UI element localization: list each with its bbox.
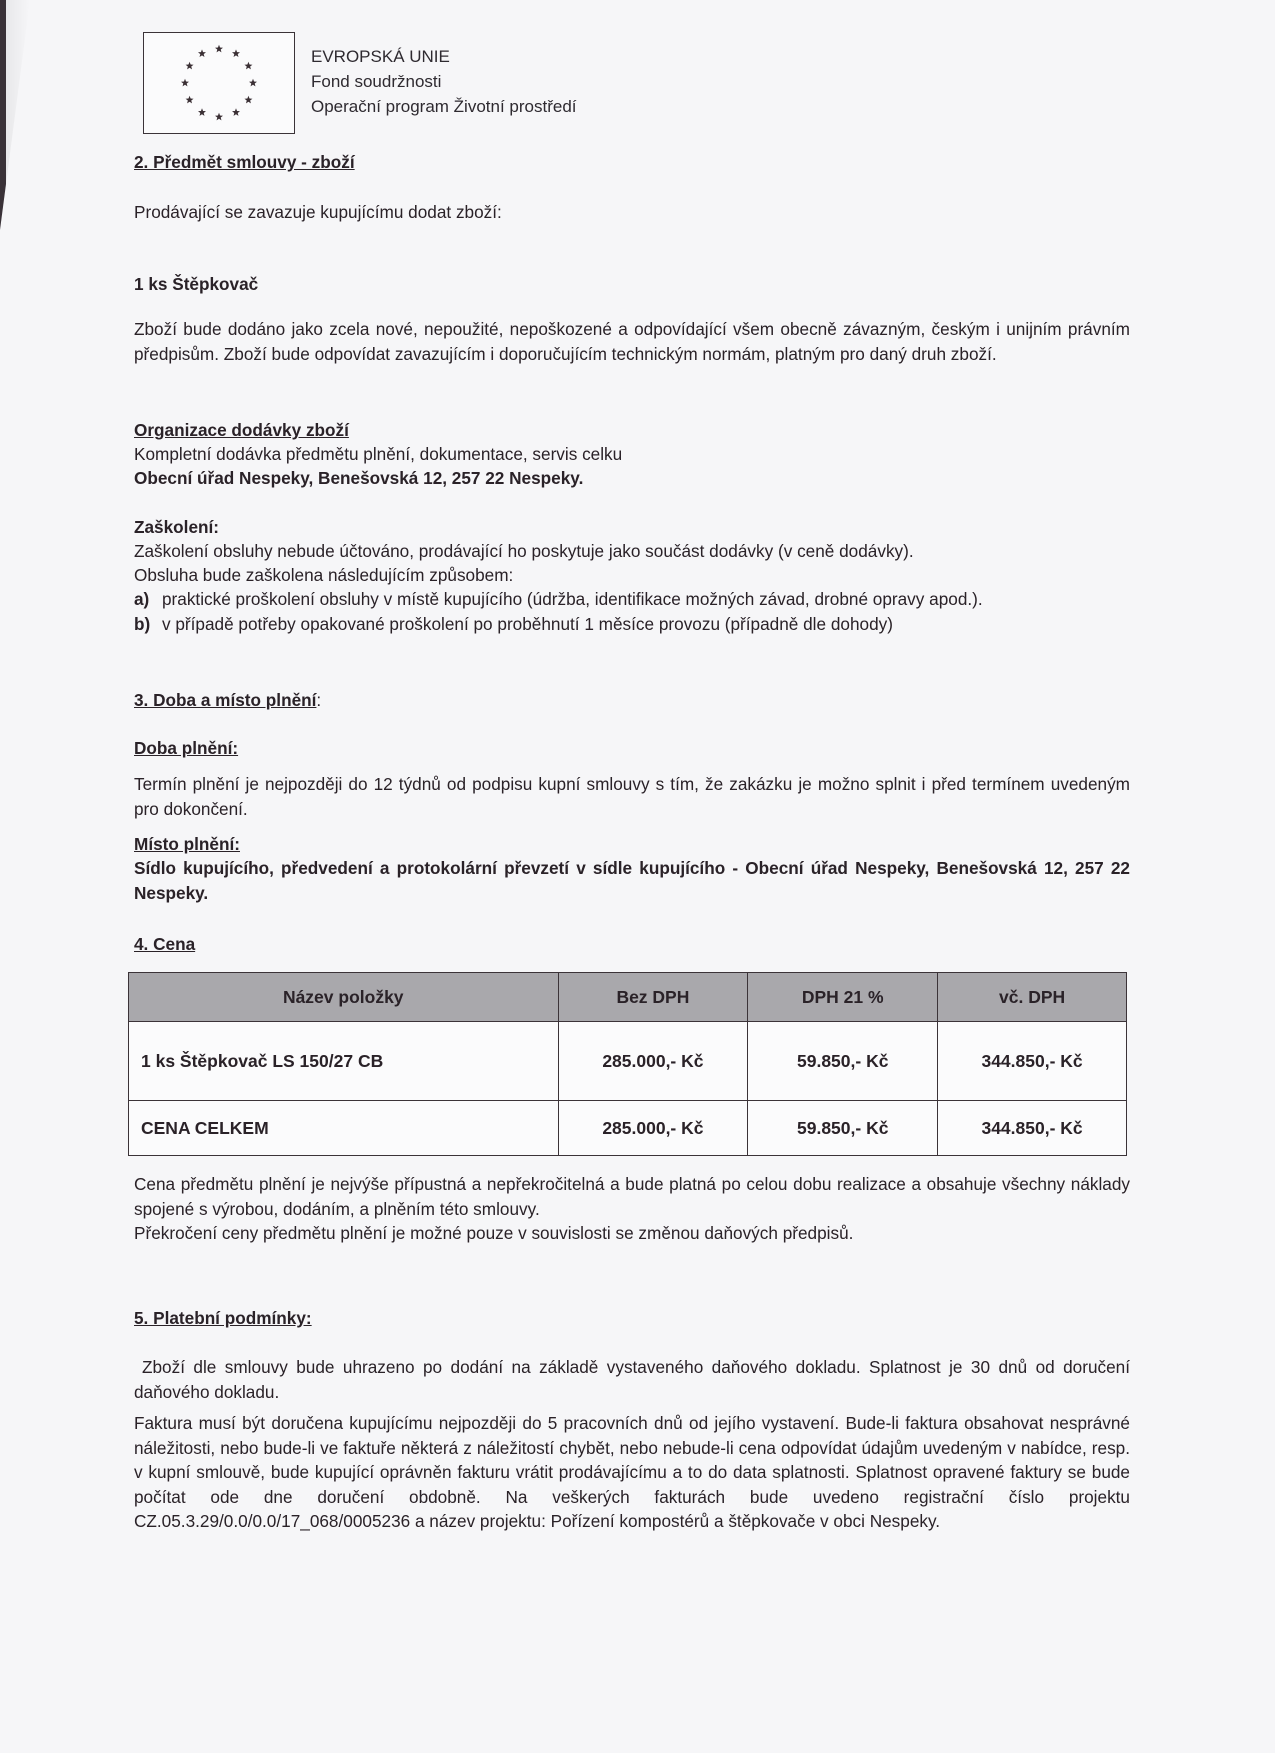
header-line-eu: EVROPSKÁ UNIE	[311, 47, 450, 66]
price-paragraph2: Překročení ceny předmětu plnění je možné pouze v souvislosti se změnou daňových předpisů.	[134, 1223, 854, 1243]
header-text	[311, 44, 577, 119]
column-header-gross: vč. DPH	[938, 973, 1127, 1022]
payment-paragraph2: Faktura musí být doručena kupujícímu nejpozději do 5 pracovních dnů od jejího vystavení. Bude-li faktura obsahovat nesprávné náležitosti, nebo bude-li ve faktuře některá z náležitostí chybět, nebo nebude-li cena odpovídat údajům uvedeným v nabídce, resp. v kupní smlouvě, bude kupující oprávněn fakturu vrátit prodávajícímu a to do data splatnosti. Splatnost opravené faktury se bude počítat ode dne doručení obdobně. Na veškerých fakturách bude uvedeno registrační číslo projektu CZ.05.3.29/0.0/0.0/17_068/0005236 a název projektu: Pořízení kompostérů a štěpkovače v obci Nespeky.	[134, 1413, 1130, 1531]
list-label: a)	[134, 589, 150, 609]
column-header-vat: DPH 21 %	[748, 973, 938, 1022]
section2-heading: 2. Předmět smlouvy - zboží	[134, 152, 355, 172]
term-heading: Doba plnění:	[134, 738, 239, 758]
section2-paragraph: Zboží bude dodáno jako zcela nové, nepoužité, nepoškozené a odpovídající všem obecně závazným, českým i unijním právním předpisům. Zboží bude odpovídat zavazujícím i doporučujícím technickým normám, platným pro daný druh zboží.	[134, 319, 1130, 364]
column-header-item-name: Název položky	[129, 973, 559, 1022]
section3-heading	[134, 688, 1130, 713]
organization-heading: Organizace dodávky zboží	[134, 420, 349, 440]
column-header-net: Bez DPH	[558, 973, 748, 1022]
eu-flag-stars-icon	[144, 33, 294, 133]
training-item-a	[134, 587, 1130, 612]
cell-net: 285.000,- Kč	[558, 1101, 748, 1156]
star-icon	[198, 108, 206, 116]
star-icon	[232, 108, 240, 116]
cell-gross: 344.850,- Kč	[938, 1101, 1127, 1156]
section5-heading: 5. Platební podmínky:	[134, 1308, 312, 1328]
organization-address: Obecní úřad Nespeky, Benešovská 12, 257 22 Nespeky.	[134, 468, 584, 488]
star-icon	[215, 113, 223, 121]
star-icon	[232, 49, 240, 57]
place-heading: Místo plnění:	[134, 834, 240, 854]
star-icon	[198, 49, 206, 57]
cell-item-name: 1 ks Štěpkovač LS 150/27 CB	[129, 1022, 559, 1101]
section3-heading-text: 3. Doba a místo plnění	[134, 690, 317, 710]
cell-net: 285.000,- Kč	[558, 1022, 748, 1101]
list-text: v případě potřeby opakované proškolení po proběhnutí 1 měsíce provozu (případně dle dohody)	[162, 613, 893, 634]
table-row	[129, 1022, 1127, 1101]
section4-heading: 4. Cena	[134, 934, 196, 954]
cell-vat: 59.850,- Kč	[748, 1022, 938, 1101]
star-icon	[249, 79, 257, 87]
training-item-b	[134, 612, 1130, 637]
cell-vat: 59.850,- Kč	[748, 1101, 938, 1156]
star-icon	[244, 96, 252, 104]
section2-item: 1 ks Štěpkovač	[134, 274, 259, 294]
cell-item-name: CENA CELKEM	[129, 1101, 559, 1156]
training-heading: Zaškolení:	[134, 517, 220, 537]
star-icon	[244, 62, 252, 70]
header-line-fund: Fond soudržnosti	[311, 72, 442, 91]
star-icon	[186, 62, 194, 70]
training-line1: Zaškolení obsluhy nebude účtováno, prodávající ho poskytuje jako součást dodávky (v ceně dodávky).	[134, 541, 914, 561]
price-paragraph1: Cena předmětu plnění je nejvýše přípustná a nepřekročitelná a bude platná po celou dobu realizace a obsahuje všechny náklady spojené s výrobou, dodáním, a plněním této smlouvy.	[134, 1174, 1130, 1219]
payment-paragraph1: Zboží dle smlouvy bude uhrazeno po dodání na základě vystaveného daňového dokladu. Splatnost je 30 dnů od doručení daňového dokladu.	[134, 1357, 1130, 1402]
header-line-program: Operační program Životní prostředí	[311, 97, 577, 116]
place-text: Sídlo kupujícího, předvedení a protokolární převzetí v sídle kupujícího - Obecní úřad Nespeky, Benešovská 12, 257 22 Nespeky.	[134, 858, 1130, 903]
term-text: Termín plnění je nejpozději do 12 týdnů od podpisu kupní smlouvy s tím, že zakázku je možno splnit i před termínem uvedeným pro dokončení.	[134, 774, 1130, 819]
training-line2: Obsluha bude zaškolena následujícím způsobem:	[134, 565, 514, 585]
list-text: praktické proškolení obsluhy v místě kupujícího (údržba, identifikace možných závad, drobné opravy apod.).	[162, 589, 983, 609]
table-header-row	[129, 973, 1127, 1022]
list-label: b)	[134, 613, 151, 634]
section2-intro: Prodávající se zavazuje kupujícímu dodat zboží:	[134, 202, 502, 222]
star-icon	[181, 79, 189, 87]
eu-flag-logo	[143, 32, 295, 134]
price-table	[128, 972, 1127, 1156]
training-list	[134, 587, 1130, 636]
cell-gross: 344.850,- Kč	[938, 1022, 1127, 1101]
organization-line1: Kompletní dodávka předmětu plnění, dokumentace, servis celku	[134, 444, 623, 464]
table-row-total	[129, 1101, 1127, 1156]
star-icon	[186, 96, 194, 104]
section3-heading-suffix: :	[316, 690, 322, 710]
star-icon	[215, 45, 223, 53]
